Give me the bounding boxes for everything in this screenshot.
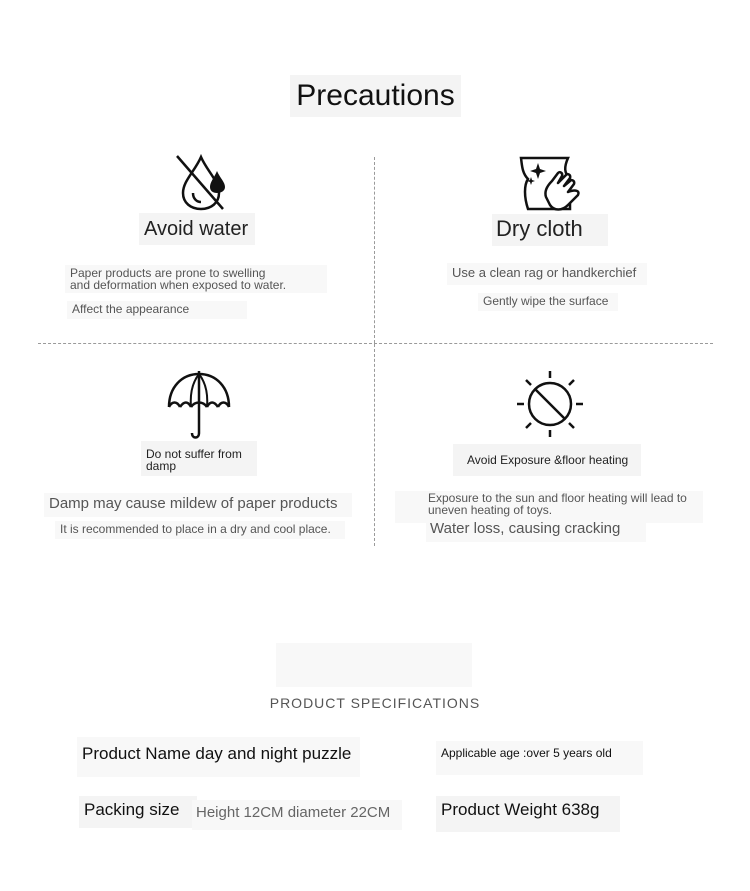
spec-header-block [276, 643, 472, 687]
cell-heading-line: damp [146, 459, 177, 473]
cell-heading-avoid-water: Avoid water [139, 213, 255, 245]
cell-heading-dry-cloth: Dry cloth [492, 214, 608, 246]
divider-vertical-bottom [374, 344, 375, 546]
spec-product-name: Product Name day and night puzzle [77, 737, 360, 777]
divider-horizontal [38, 343, 713, 344]
cell-desc-line: Exposure to the sun and floor heating will lead to [428, 491, 687, 505]
cell-note-avoid-water: Affect the appearance [67, 301, 247, 319]
cell-note-dry-cloth: Gently wipe the surface [478, 293, 618, 311]
spec-section-title: PRODUCT SPECIFICATIONS [269, 695, 481, 711]
no-sun-icon [515, 369, 585, 439]
cell-desc-avoid-water [65, 265, 327, 293]
spec-product-weight: Product Weight 638g [436, 796, 620, 832]
cell-heading-avoid-exposure: Avoid Exposure &floor heating [453, 444, 641, 476]
cleaning-cloth-hand-icon [518, 155, 584, 213]
cell-note-damp: It is recommended to place in a dry and cool place. [55, 521, 345, 539]
cell-desc-damp: Damp may cause mildew of paper products [44, 493, 352, 517]
spec-packing-label: Packing size [79, 796, 197, 828]
spec-applicable-age: Applicable age :over 5 years old [436, 741, 643, 775]
cell-desc-line: and deformation when exposed to water. [70, 278, 287, 292]
divider-vertical-top [374, 157, 375, 343]
cell-note-avoid-exposure: Water loss, causing cracking [426, 518, 646, 542]
cell-heading-line: Do not suffer from [146, 447, 242, 461]
cell-heading-damp [141, 441, 257, 476]
umbrella-icon [166, 369, 232, 441]
cell-desc-line: uneven heating of toys. [428, 503, 553, 517]
cell-desc-dry-cloth: Use a clean rag or handkerchief [447, 263, 647, 285]
no-water-drop-icon [173, 153, 233, 211]
page-title: Precautions [290, 75, 461, 117]
cell-desc-line: Paper products are prone to swelling [70, 266, 266, 280]
spec-packing-value: Height 12CM diameter 22CM [192, 800, 402, 830]
